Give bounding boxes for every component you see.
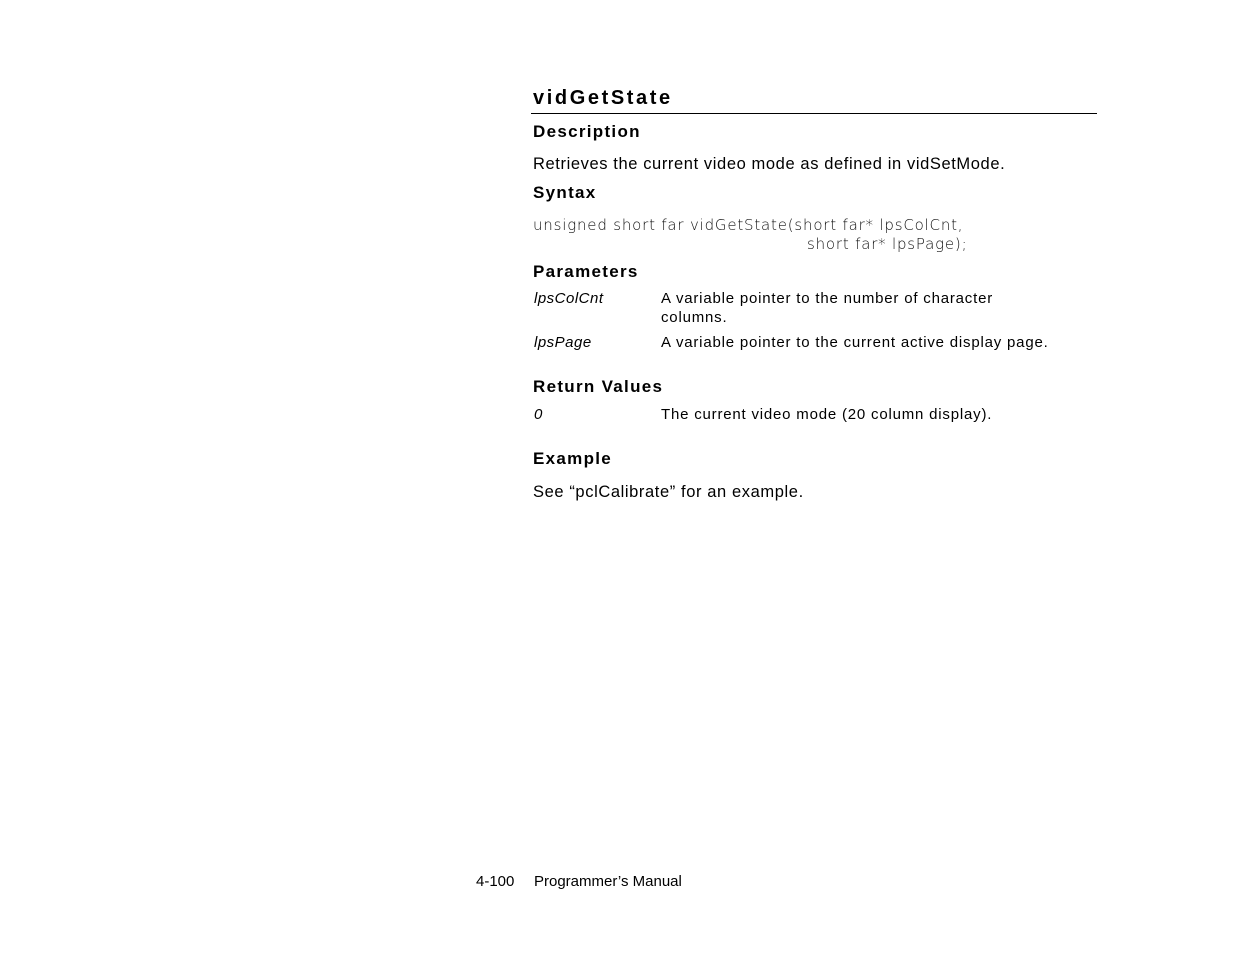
param-desc-lpscolcnt-line-1: A variable pointer to the number of character [661,290,994,307]
return-value: 0 [534,406,543,423]
description-text: Retrieves the current video mode as defined in vidSetMode. [533,155,1006,173]
parameters-heading: Parameters [533,262,639,281]
footer-page-number: 4-100 [476,873,515,890]
param-name-lpspage: lpsPage [534,334,592,351]
param-desc-lpscolcnt-line-2: columns. [661,309,728,326]
example-text: See “pclCalibrate” for an example. [533,483,804,501]
syntax-code-line-2: short far* lpsPage); [807,235,968,253]
param-name-lpscolcnt: lpsColCnt [534,290,604,307]
description-heading: Description [533,122,641,141]
return-value-desc: The current video mode (20 column display). [661,406,993,423]
footer-manual-title: Programmer’s Manual [534,873,682,890]
param-desc-lpspage: A variable pointer to the current active display page. [661,334,1049,351]
title-underline-rule [531,113,1097,114]
syntax-code-line-1: unsigned short far vidGetState(short far* lpsColCnt, [533,216,964,234]
example-heading: Example [533,449,613,468]
page-title: vidGetState [533,87,673,109]
syntax-heading: Syntax [533,183,597,202]
return-values-heading: Return Values [533,377,664,396]
